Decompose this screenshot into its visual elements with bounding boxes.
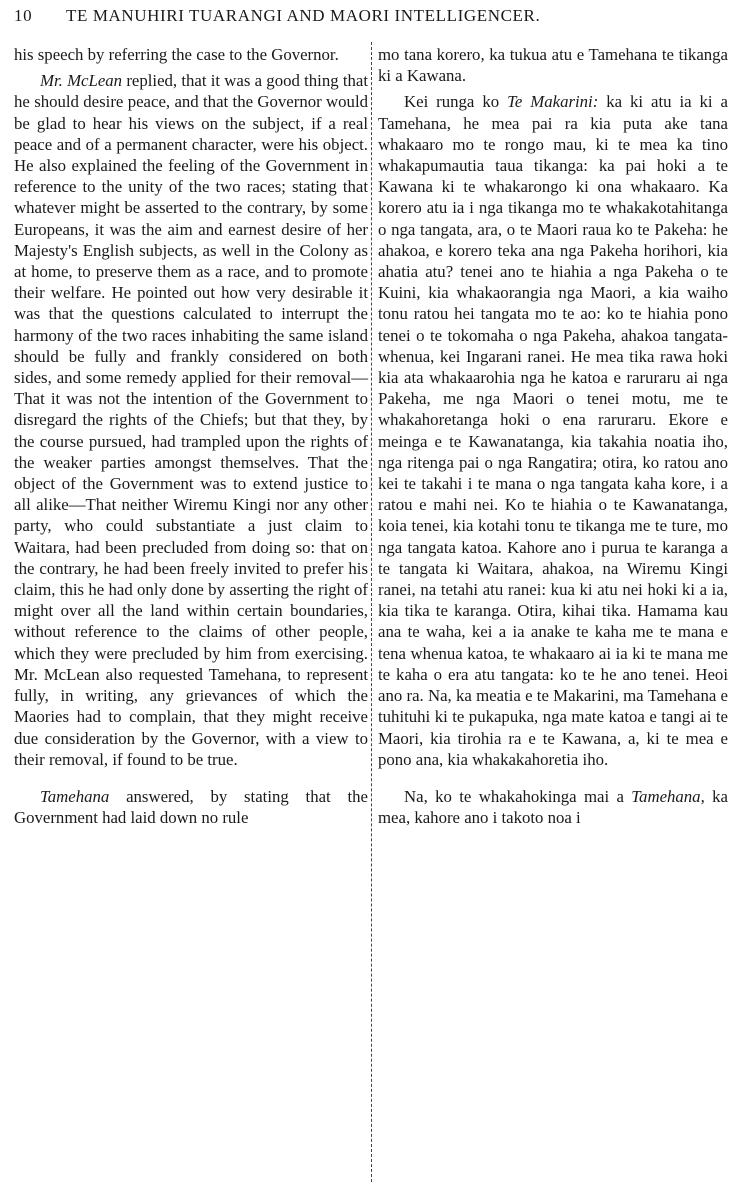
speaker-name: Mr. McLean: [40, 71, 123, 91]
paragraph-text: Na, ko te whakahokinga mai a: [404, 786, 632, 806]
paragraph-text: ka ki atu ia ki a Tamehana, he mea pai ra kia puta ake tana whakaaro mo te rongo mau, ki te mea ka tino whakapumautia taua tikanga: ka pai hoki a te Kawana ki te whakarongo ki ona whakaaro. Ka korero atu ia i nga tikanga mo te whakakotahitanga o nga tangata, ara, o te Maori raua ko te Pakeha: he ahakoa, e korero teka ana nga Pakeha horihori, kia ahatia atu? tenei ano te hiahia a nga Pakeha o te Kuini, kia whakaorangia nga Maori, a kia waiho tonu ratou hei tangata mo te ao: ko te hiahia pono tenei o te tokomaha o nga Pakeha, ahakoa tangata-whenua, kei Ingarani ranei. He mea tika rawa hoki kia ata whakaarohia nga he katoa e raruraru ai nga Pakeha, me nga Maori o tenei motu, me te whakahoretanga hoki o ena raruraru. Ekore e meinga e te Kawanatanga, kia takahia noatia iho, nga ritenga pai o nga Rangatira; otira, ko ratou ano kei te takahi i te mana o nga tangata kaha kore, i a ratou e mahi nei. Ko te hiahia o te Kawanatanga, koia tenei, kia kotahi tonu te tikanga me te ture, mo nga tangata katoa. Kahore ano i purua te karanga a te tangata ki Waitara, ahakoa, na Wiremu Kingi ranei, na tetahi atu ranei: kua ki atu nei hoki ki a ia, kia tika te karanga. Otira, kihai tika. Hamama kau ana te waha, kei a ia anake te kaha me te mana e tena whenua katoa, te whakaaro ai ia ki te mana me te kaha o era atu tangata: ko te he ano tenei. Heoi ano ra. Na, ka meatia e te Makarini, ma Tamehana e tuhituhi ki te pukapuka, nga mate katoa e tangi ai te Maori, kia tirohia ra e te Kawana, a, ki te mea e pono ana, kia whakakahoretia iho.: [378, 92, 728, 769]
english-column: [14, 44, 368, 828]
maori-paragraph-2: [378, 91, 728, 770]
page-number: 10: [14, 6, 33, 25]
maori-column: [378, 44, 728, 828]
page-header: [14, 6, 726, 28]
speaker-name: Tamehana: [40, 786, 110, 806]
column-divider: [371, 42, 372, 1182]
maori-paragraph-1: mo tana korero, ka tukua atu e Tamehana te tikanga ki a Kawana.: [378, 45, 728, 86]
speaker-name: Te Makarini:: [507, 92, 599, 112]
paragraph-text: Kei runga ko: [404, 92, 508, 112]
speaker-name: Tamehana,: [631, 786, 705, 806]
english-paragraph-2: [14, 70, 368, 770]
paragraph-text: ka mea, kahore ano i takoto noa i: [378, 786, 728, 828]
paragraph-text: answered, by stating that the Government had laid down no rule: [14, 786, 368, 828]
english-paragraph-3: [14, 786, 368, 828]
paragraph-text: replied, that it was a good thing that he should desire peace, and that the Governor would be glad to hear his views on the subject, if a real peace and of a permanent character, were his object. He also explained the feeling of the Government in reference to the unity of the two races; stating that whatever might be asserted to the contrary, by some Europeans, it was the aim and earnest desire of her Majesty's English subjects, as well in the Colony as at home, to preserve them as a race, and to promote their welfare. He pointed out how very desirable it was that the questions calculated to interrupt the harmony of the two races inhabiting the same island should be fully and frankly considered on both sides, and some remedy applied for their removal—That it was not the intention of the Government to disregard the rights of the Chiefs; but that they, by the course pursued, had trampled upon the rights of the weaker parties amongst themselves. That the object of the Government was to extend justice to all alike—That neither Wiremu Kingi nor any other party, who could substantiate a just claim to Waitara, had been precluded from doing so: that on the contrary, he had been freely invited to prefer his claim, this he had only done by asserting the right of might over all the land within certain boundaries, without reference to the claims of other people, which they were precluded by him from exercising. Mr. McLean also requested Tamehana, to represent fully, in writing, any grievances of which the Maories had to complain, that they might receive due consideration by the Governor, with a view to their removal, if found to be true.: [14, 71, 369, 769]
english-paragraph-1: his speech by referring the case to the Governor.: [14, 45, 339, 64]
running-title: TE MANUHIRI TUARANGI AND MAORI INTELLIGENCER.: [66, 6, 541, 25]
maori-paragraph-3: [378, 786, 728, 828]
